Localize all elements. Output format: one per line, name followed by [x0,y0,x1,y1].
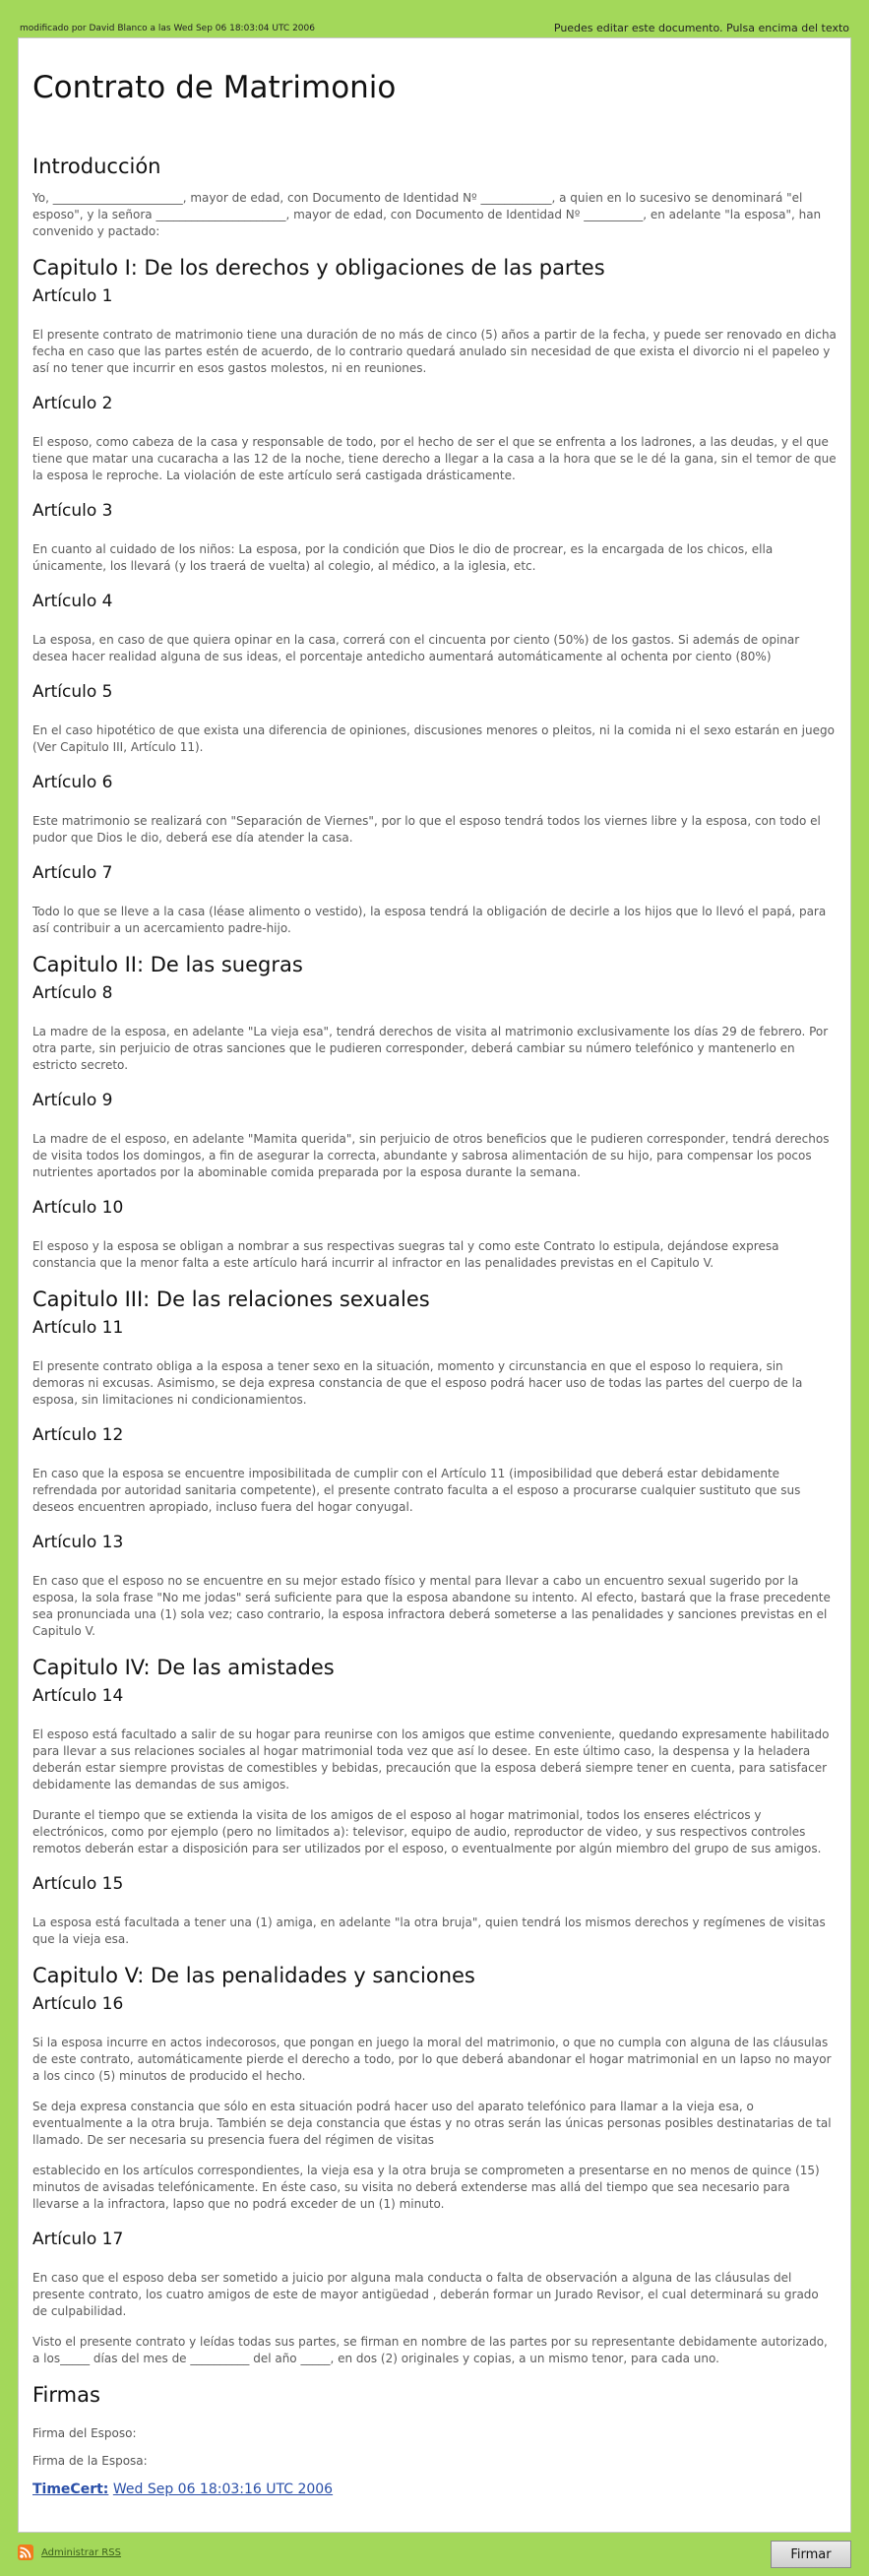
article-paragraph[interactable]: Este matrimonio se realizará con "Separación de Viernes", por lo que el esposo tendrá todos los viernes libre y la esposa, con todo el pudor que Dios le dio, deberá ese día atender la casa. [32,814,821,845]
article-paragraph[interactable]: En cuanto al cuidado de los niños: La esposa, por la condición que Dios le dio de procrear, es la encargada de los chicos, ella únicamente, los llevará (y los traerá de vuelta) al colegio, al médico, a la iglesia, etc. [32,542,774,573]
article-paragraph[interactable]: En caso que el esposo deba ser sometido a juicio por alguna mala conducta o falta de observación a alguna de las cláusulas del presente contrato, los cuatro amigos de este de mayor antigüedad , deberán formar un Jurado Revisor, el cual determinará su grado de culpabilidad. [32,2271,819,2318]
article-paragraph[interactable]: La madre de el esposo, en adelante "Mamita querida", sin perjuicio de otros beneficios que le pudieren corresponder, tendrá derechos de visita todos los domingos, a fin de asegurar la correcta, abundante y sabrosa alimentación de su hijo, para compensar los pocos nutrientes aportados por la abominable comida preparada por la esposa durante la semana. [32,1132,830,1179]
chapters-container [32,254,837,2367]
article-paragraph[interactable]: Se deja expresa constancia que sólo en esta situación podrá hacer uso del aparato telefónico para llamar a la vieja esa, o eventualmente a la otra bruja. También se deja constancia que éstas y no otras serán las únicas personas posibles destinatarias de tal llamado. De ser necesaria su presencia fuera del régimen de visitas [32,2100,832,2147]
chapter-heading[interactable]: Capitulo II: De las suegras [32,953,303,976]
article-heading[interactable]: Artículo 2 [32,394,113,413]
footer [18,2541,851,2570]
article-heading[interactable]: Artículo 5 [32,682,113,702]
article-paragraph[interactable]: En caso que la esposa se encuentre imposibilitada de cumplir con el Artículo 11 (imposibilidad que deberá estar debidamente refrendada por autoridad sanitaria competente), el presente contrato faculta a el esposo a procurarse cualquier sustituto que sus deseos encuentren apropiado, incluso fuera del hogar conyugal. [32,1467,801,1514]
timecert-label-link[interactable]: TimeCert: [32,2482,109,2497]
article-heading[interactable]: Artículo 4 [32,592,113,611]
rss-icon[interactable] [18,2545,33,2560]
article-paragraph[interactable]: El esposo y la esposa se obligan a nombrar a sus respectivas suegras tal y como este Contrato lo estipula, dejándose expresa constancia que la menor falta a este artículo hará incurrir al infractor en las penalidades previstas en el Capitulo V. [32,1239,779,1270]
chapter-heading[interactable]: Capitulo IV: De las amistades [32,1656,335,1679]
intro-heading[interactable]: Introducción [32,155,161,178]
chapter-heading[interactable]: Capitulo I: De los derechos y obligaciones de las partes [32,256,605,280]
article-heading[interactable]: Artículo 15 [32,1874,124,1894]
top-bar [18,18,851,37]
article-paragraph[interactable]: Visto el presente contrato y leídas todas sus partes, se firman en nombre de las partes por su representante debidamente autorizado, a los_____ días del mes de __________ del año _____, en dos (2) originales y copias, a un mismo tenor, para cada uno. [32,2335,828,2365]
article-heading[interactable]: Artículo 3 [32,501,113,521]
article-paragraph[interactable]: Si la esposa incurre en actos indecorosos, que pongan en juego la moral del matrimonio, o que no cumpla con alguna de las cláusulas de este contrato, automáticamente pierde el derecho a todo, por lo que deberá abandonar el hogar matrimonial en un lapso no mayor a los cinco (5) minutos de producido el hecho. [32,2036,832,2083]
article-heading[interactable]: Artículo 17 [32,2230,124,2249]
article-paragraph[interactable]: El esposo está facultado a salir de su hogar para reunirse con los amigos que estime conveniente, quedando expresamente habilitado para llevar a sus relaciones sociales al hogar matrimonial toda vez que así lo desee. En este último caso, la despensa y la heladera deberán estar siempre provistas de comestibles y bebidas, precaución que la esposa deberá siempre tener en cuenta, para satisfacer debidamente las demandas de sus amigos. [32,1728,830,1791]
article-heading[interactable]: Artículo 7 [32,863,113,883]
article-paragraph[interactable]: En caso que el esposo no se encuentre en su mejor estado físico y mental para llevar a cabo un encuentro sexual sugerido por la esposa, la sola frase "No me jodas" será suficiente para que la esposa abandone su intento. Al efecto, bastará que la frase precedente sea pronunciada una (1) sola vez; caso contrario, la esposa infractora deberá someterse a las penalidades y sanciones previstas en el Capitulo V. [32,1574,831,1638]
article-heading[interactable]: Artículo 9 [32,1091,113,1110]
article-heading[interactable]: Artículo 13 [32,1533,124,1552]
article-paragraph[interactable]: El esposo, como cabeza de la casa y responsable de todo, por el hecho de ser el que se enfrenta a los ladrones, a las deudas, y el que tiene que matar una cucaracha a las 12 de la noche, tiene derecho a llegar a la casa a la hora que se le dé la gana, sin el temor de que la esposa le reproche. La violación de este artículo será castigada drásticamente. [32,435,837,482]
article-heading[interactable]: Artículo 12 [32,1425,124,1445]
article-paragraph[interactable]: El presente contrato de matrimonio tiene una duración de no más de cinco (5) años a partir de la fecha, y puede ser renovado en dicha fecha en caso que las partes estén de acuerdo, de lo contrario quedará anulado sin necesidad de que exista el divorcio ni el papeleo y así no tener que incurrir en esos gastos molestos, ni en reuniones. [32,328,837,375]
article-paragraph[interactable]: En el caso hipotético de que exista una diferencia de opiniones, discusiones menores o pleitos, ni la comida ni el sexo estarán en juego (Ver Capitulo III, Artículo 11). [32,723,835,754]
firmas-heading[interactable]: Firmas [32,2383,100,2407]
article-paragraph[interactable]: La madre de la esposa, en adelante "La vieja esa", tendrá derechos de visita al matrimonio exclusivamente los días 29 de febrero. Por otra parte, sin perjuicio de otras sanciones que le pudieren corresponder, deberá cambiar su número telefónico y mantenerlo en estricto secreto. [32,1025,829,1072]
article-paragraph[interactable]: establecido en los artículos correspondientes, la vieja esa y la otra bruja se comprometen a presentarse en no menos de quince (15) minutos de avisadas telefónicamente. En éste caso, su visita no deberá extenderse mas allá del tiempo que sea necesario para llevarse a la infractora, lapso que no podrá exceder de un (1) minuto. [32,2164,820,2211]
article-paragraph[interactable]: El presente contrato obliga a la esposa a tener sexo en la situación, momento y circunstancia en que el esposo lo requiera, sin demoras ni excusas. Asimismo, se deja expresa constancia de que el esposo podrá hacer uso de todas las partes del cuerpo de la esposa, sin limitaciones ni condicionamientos. [32,1359,803,1407]
article-heading[interactable]: Artículo 8 [32,983,113,1003]
edit-hint: Puedes editar este documento. Pulsa encima del texto [553,22,849,34]
firma-esposa[interactable]: Firma de la Esposa: [32,2454,148,2468]
article-heading[interactable]: Artículo 1 [32,286,113,306]
timecert-date-link[interactable]: Wed Sep 06 18:03:16 UTC 2006 [112,2482,334,2497]
article-paragraph[interactable]: La esposa, en caso de que quiera opinar en la casa, correrá con el cincuenta por ciento (50%) de los gastos. Si además de opinar desea hacer realidad alguna de sus ideas, el porcentaje antedicho aumentará automáticamente al ochenta por ciento (80%) [32,633,800,663]
document-title[interactable]: Contrato de Matrimonio [32,70,397,105]
intro-paragraph[interactable]: Yo, ______________________, mayor de edad, con Documento de Identidad Nº ____________, a quien en lo sucesivo se denominará "el esposo", y la señora ______________________, mayor de edad, con Documento de Identidad Nº __________, en adelante "la esposa", han convenido y pactado: [32,191,822,238]
chapter-heading[interactable]: Capitulo V: De las penalidades y sanciones [32,1964,475,1987]
article-paragraph[interactable]: Durante el tiempo que se extienda la visita de los amigos de el esposo al hogar matrimonial, todos los enseres eléctricos y electrónicos, como por ejemplo (pero no limitados a): televisor, equipo de audio, reproductor de video, y sus respectivos controles remotos deberán estar a disposición para ser utilizados por el esposo, o eventualmente por algún miembro del grupo de sus amigos. [32,1808,822,1855]
article-paragraph[interactable]: La esposa está facultada a tener una (1) amiga, en adelante "la otra bruja", quien tendrá los mismos derechos y regímenes de visitas que la vieja esa. [32,1916,826,1946]
article-heading[interactable]: Artículo 14 [32,1686,124,1706]
rss-admin-link[interactable]: Administrar RSS [41,2547,121,2558]
article-heading[interactable]: Artículo 6 [32,773,113,792]
sign-button[interactable]: Firmar [771,2541,851,2568]
firma-esposo[interactable]: Firma del Esposo: [32,2426,137,2440]
timecert [32,2482,837,2497]
chapter-heading[interactable]: Capitulo III: De las relaciones sexuales [32,1288,430,1311]
modified-info: modificado por David Blanco a las Wed Sep 06 18:03:04 UTC 2006 [20,24,315,33]
document-body[interactable] [18,37,851,2533]
article-heading[interactable]: Artículo 11 [32,1318,124,1338]
article-paragraph[interactable]: Todo lo que se lleve a la casa (léase alimento o vestido), la esposa tendrá la obligación de decirle a los hijos que lo llevó el papá, para así contribuir a un acercamiento padre-hijo. [32,905,827,935]
article-heading[interactable]: Artículo 16 [32,1994,124,2014]
article-heading[interactable]: Artículo 10 [32,1198,124,1218]
